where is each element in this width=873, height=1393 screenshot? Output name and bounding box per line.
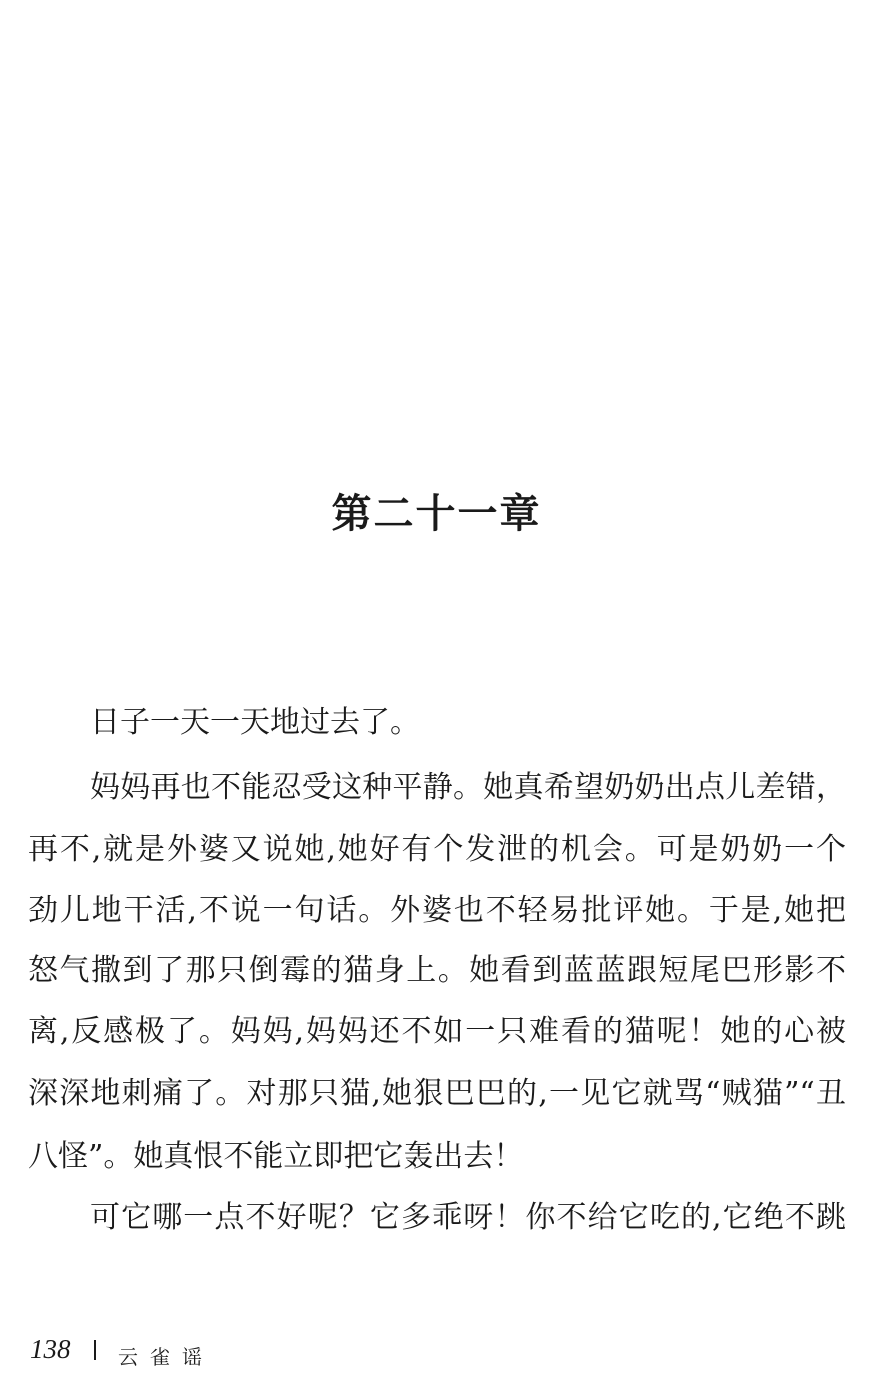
- page-number: 138: [30, 1334, 71, 1364]
- footer-divider: [94, 1340, 96, 1360]
- text-line: 怒气撒到了那只倒霉的猫身上。她看到蓝蓝跟短尾巴形影不: [28, 953, 846, 988]
- chapter-title: 第二十一章: [331, 491, 542, 537]
- text-line: 离,反感极了。妈妈,妈妈还不如一只难看的猫呢！她的心被: [28, 1014, 846, 1049]
- text-line: 可它哪一点不好呢？它多乖呀！你不给它吃的,它绝不跳: [90, 1200, 846, 1235]
- book-title: 云雀谣: [118, 1345, 214, 1369]
- text-line: 深深地刺痛了。对那只猫,她狠巴巴的,一见它就骂“贼猫”“丑: [28, 1076, 846, 1111]
- text-line: 日子一天一天地过去了。: [90, 705, 420, 740]
- text-line: 妈妈再也不能忍受这种平静。她真希望奶奶出点儿差错，: [90, 770, 846, 805]
- text-line: 劲儿地干活,不说一句话。外婆也不轻易批评她。于是,她把: [28, 893, 846, 928]
- text-line: 八怪”。她真恨不能立即把它轰出去！: [28, 1139, 524, 1174]
- text-line: 再不,就是外婆又说她,她好有个发泄的机会。可是奶奶一个: [28, 832, 846, 867]
